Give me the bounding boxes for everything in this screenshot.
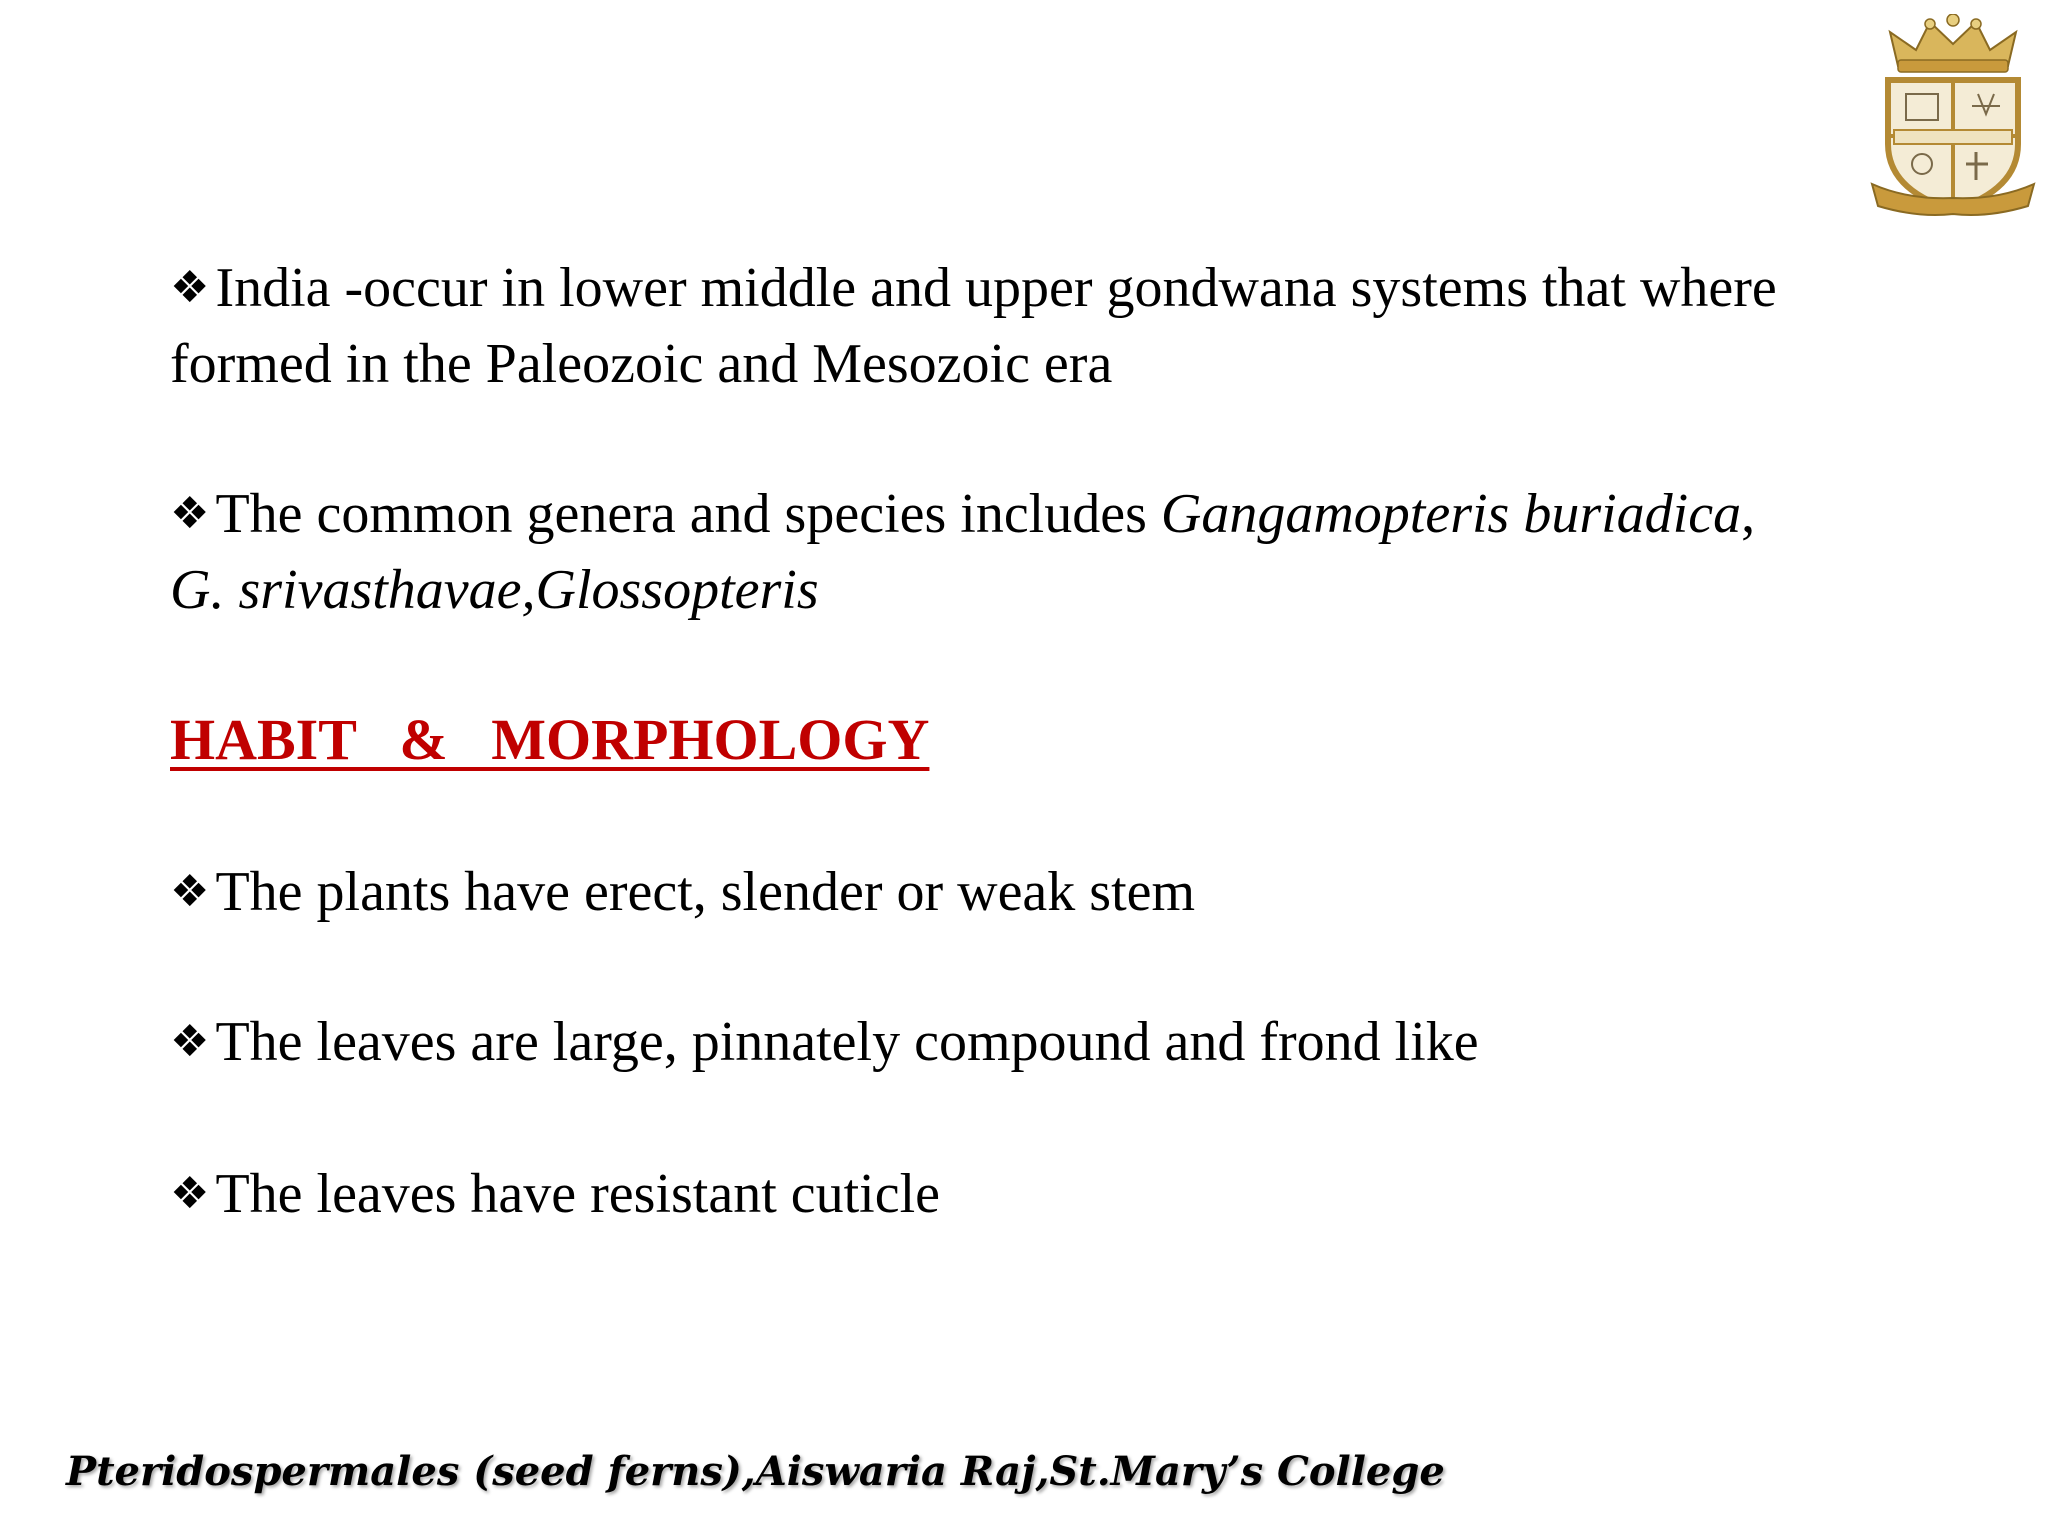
- diamond-bullet-icon: ❖: [170, 262, 210, 313]
- paragraph-text: ,: [1741, 483, 1756, 545]
- section-heading: HABIT & MORPHOLOGY: [170, 707, 930, 772]
- bullet-text: The leaves have resistant cuticle: [215, 1163, 941, 1225]
- paragraph-text: India -occur in lower middle and upper gondwana systems that where formed in the Paleozoic and Mesozoic era: [170, 257, 1777, 395]
- college-crest-icon: [1868, 14, 2038, 220]
- diamond-bullet-icon: ❖: [170, 1168, 210, 1219]
- bullet-paragraph: [170, 1004, 1479, 1080]
- paragraph-text: The common genera and species includes: [215, 483, 1161, 545]
- diamond-bullet-icon: ❖: [170, 1016, 210, 1067]
- diamond-bullet-icon: ❖: [170, 488, 210, 539]
- diamond-bullet-icon: ❖: [170, 866, 210, 917]
- species-name: Gangamopteris buriadica: [1160, 483, 1742, 545]
- bullet-paragraph: [170, 476, 1790, 628]
- slide-footer: Pteridospermales (seed ferns),Aiswaria Raj,St.Mary’s College: [66, 1448, 1445, 1495]
- bullet-paragraph: [170, 1156, 940, 1232]
- bullet-text: The leaves are large, pinnately compound and frond like: [215, 1011, 1479, 1073]
- species-name: G. srivasthavae,Glossopteris: [170, 559, 819, 621]
- bullet-paragraph: [170, 854, 1195, 930]
- bullet-paragraph: [170, 250, 1790, 402]
- bullet-text: The plants have erect, slender or weak stem: [215, 861, 1196, 923]
